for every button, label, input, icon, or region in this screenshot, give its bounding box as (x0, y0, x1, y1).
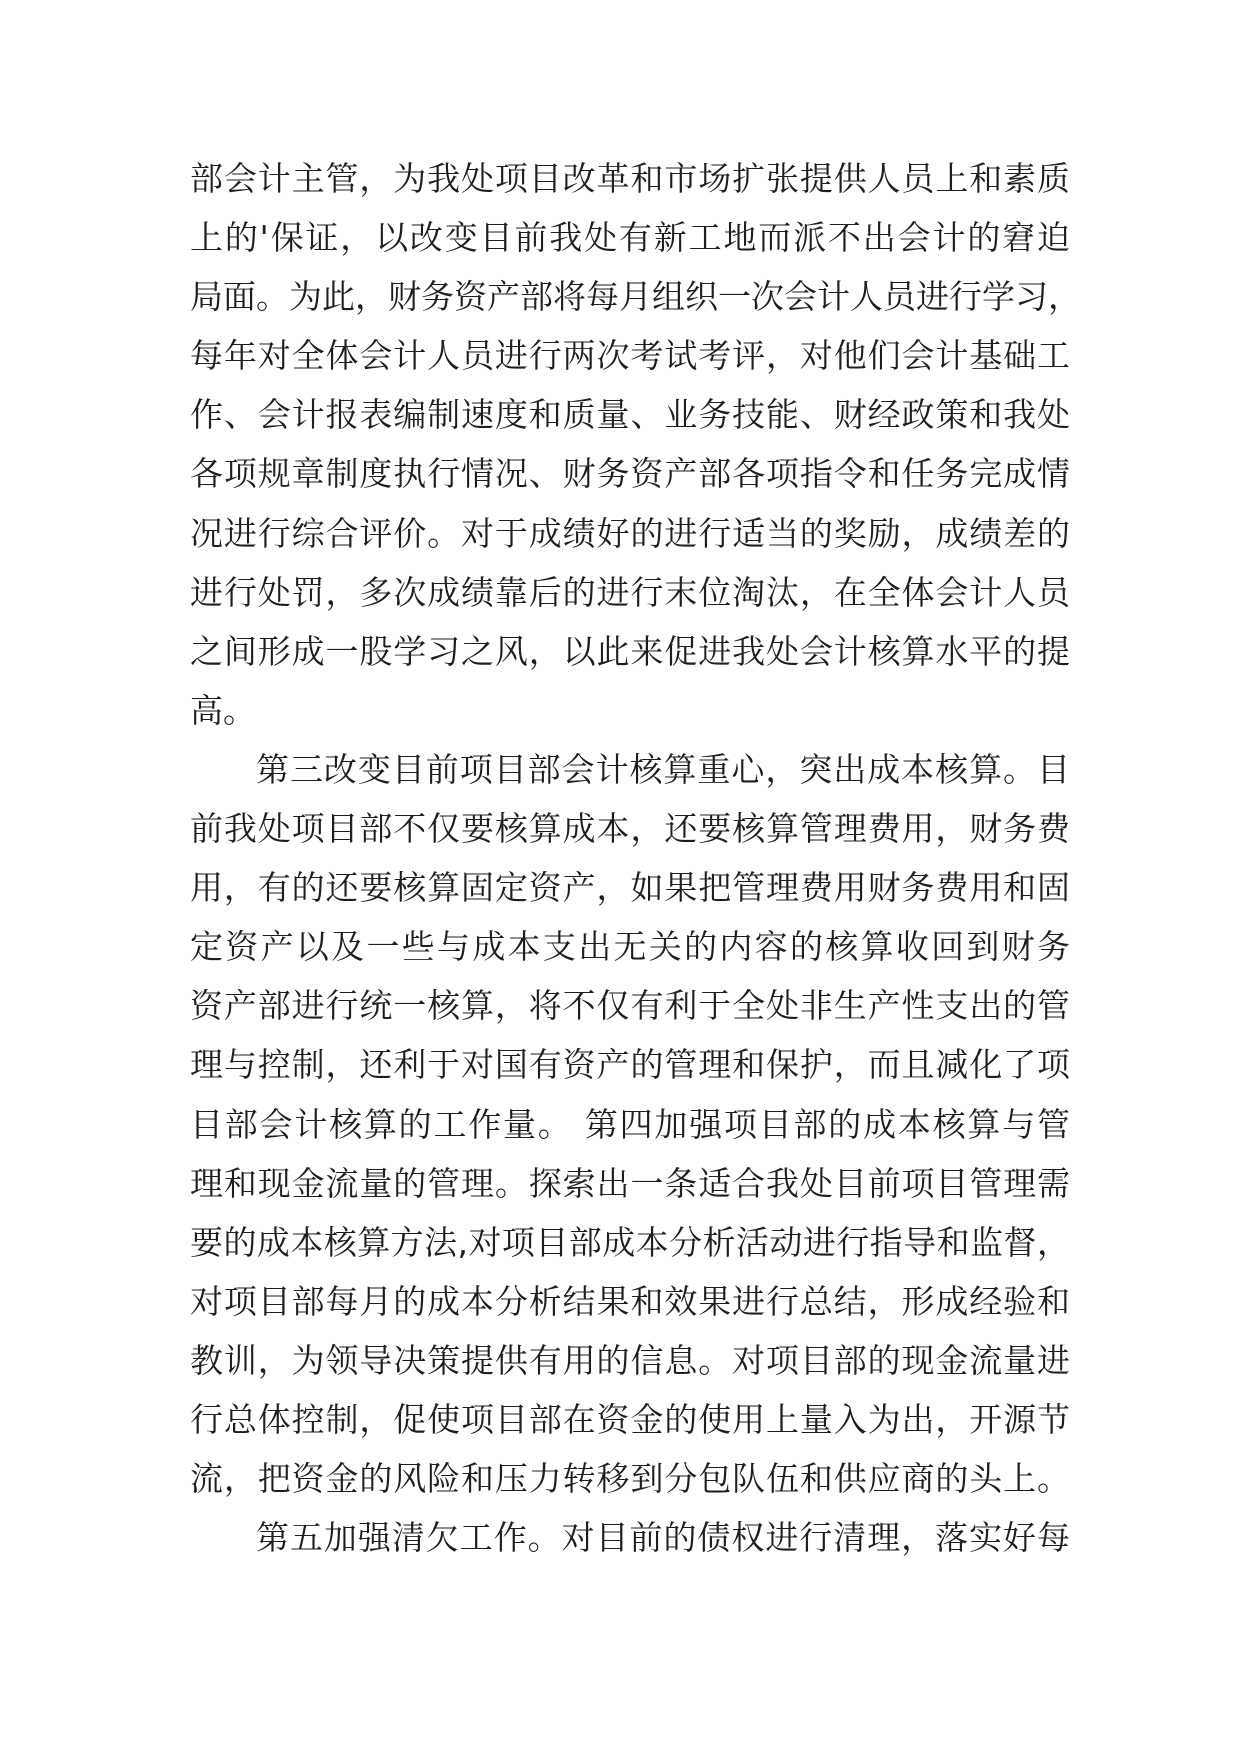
text-line: 要的成本核算方法,对项目部成本分析活动进行指导和监督， (190, 1222, 1070, 1262)
text-line: 况进行综合评价。对于成绩好的进行适当的奖励，成绩差的 (190, 513, 1070, 553)
text-line: 进行处罚，多次成绩靠后的进行末位淘汰，在全体会计人员 (190, 572, 1070, 612)
text-line: 资产部进行统一核算，将不仅有利于全处非生产性支出的管 (190, 986, 1070, 1026)
text-line: 对项目部每月的成本分析结果和效果进行总结，形成经验和 (190, 1281, 1070, 1321)
text-line: 各项规章制度执行情况、财务资产部各项指令和任务完成情 (190, 454, 1070, 494)
text-line: 用，有的还要核算固定资产，如果把管理费用财务费用和固 (190, 868, 1070, 908)
text-line: 前我处项目部不仅要核算成本，还要核算管理费用，财务费 (190, 809, 1070, 849)
text-line: 每年对全体会计人员进行两次考试考评，对他们会计基础工 (190, 336, 1070, 376)
text-line: 部会计主管，为我处项目改革和市场扩张提供人员上和素质 (190, 159, 1070, 198)
text-line: 局面。为此，财务资产部将每月组织一次会计人员进行学习， (190, 277, 1081, 317)
text-line: 教训，为领导决策提供有用的信息。对项目部的现金流量进 (190, 1340, 1070, 1380)
text-line: 作、会计报表编制速度和质量、业务技能、财经政策和我处 (190, 395, 1070, 435)
text-line: 理与控制，还利于对国有资产的管理和保护，而且减化了项 (190, 1045, 1070, 1085)
paragraph-first-line: 第三改变目前项目部会计核算重心，突出成本核算。目 (256, 749, 1070, 789)
body-text (190, 149, 1081, 1567)
text-line: 定资产以及一些与成本支出无关的内容的核算收回到财务 (190, 927, 1070, 967)
text-line: 之间形成一股学习之风，以此来促进我处会计核算水平的提 (190, 631, 1070, 671)
text-line: 行总体控制，促使项目部在资金的使用上量入为出，开源节 (190, 1399, 1070, 1439)
paragraph-first-line: 第五加强清欠工作。对目前的债权进行清理，落实好每 (256, 1518, 1070, 1558)
text-line: 目部会计核算的工作量。 第四加强项目部的成本核算与管 (190, 1104, 1070, 1144)
text-line: 流，把资金的风险和压力转移到分包队伍和供应商的头上。 (190, 1459, 1070, 1499)
text-line: 高。 (190, 690, 256, 730)
text-line: 理和现金流量的管理。探索出一条适合我处目前项目管理需 (190, 1163, 1070, 1203)
text-line: 上的'保证，以改变目前我处有新工地而派不出会计的窘迫 (190, 218, 1070, 258)
